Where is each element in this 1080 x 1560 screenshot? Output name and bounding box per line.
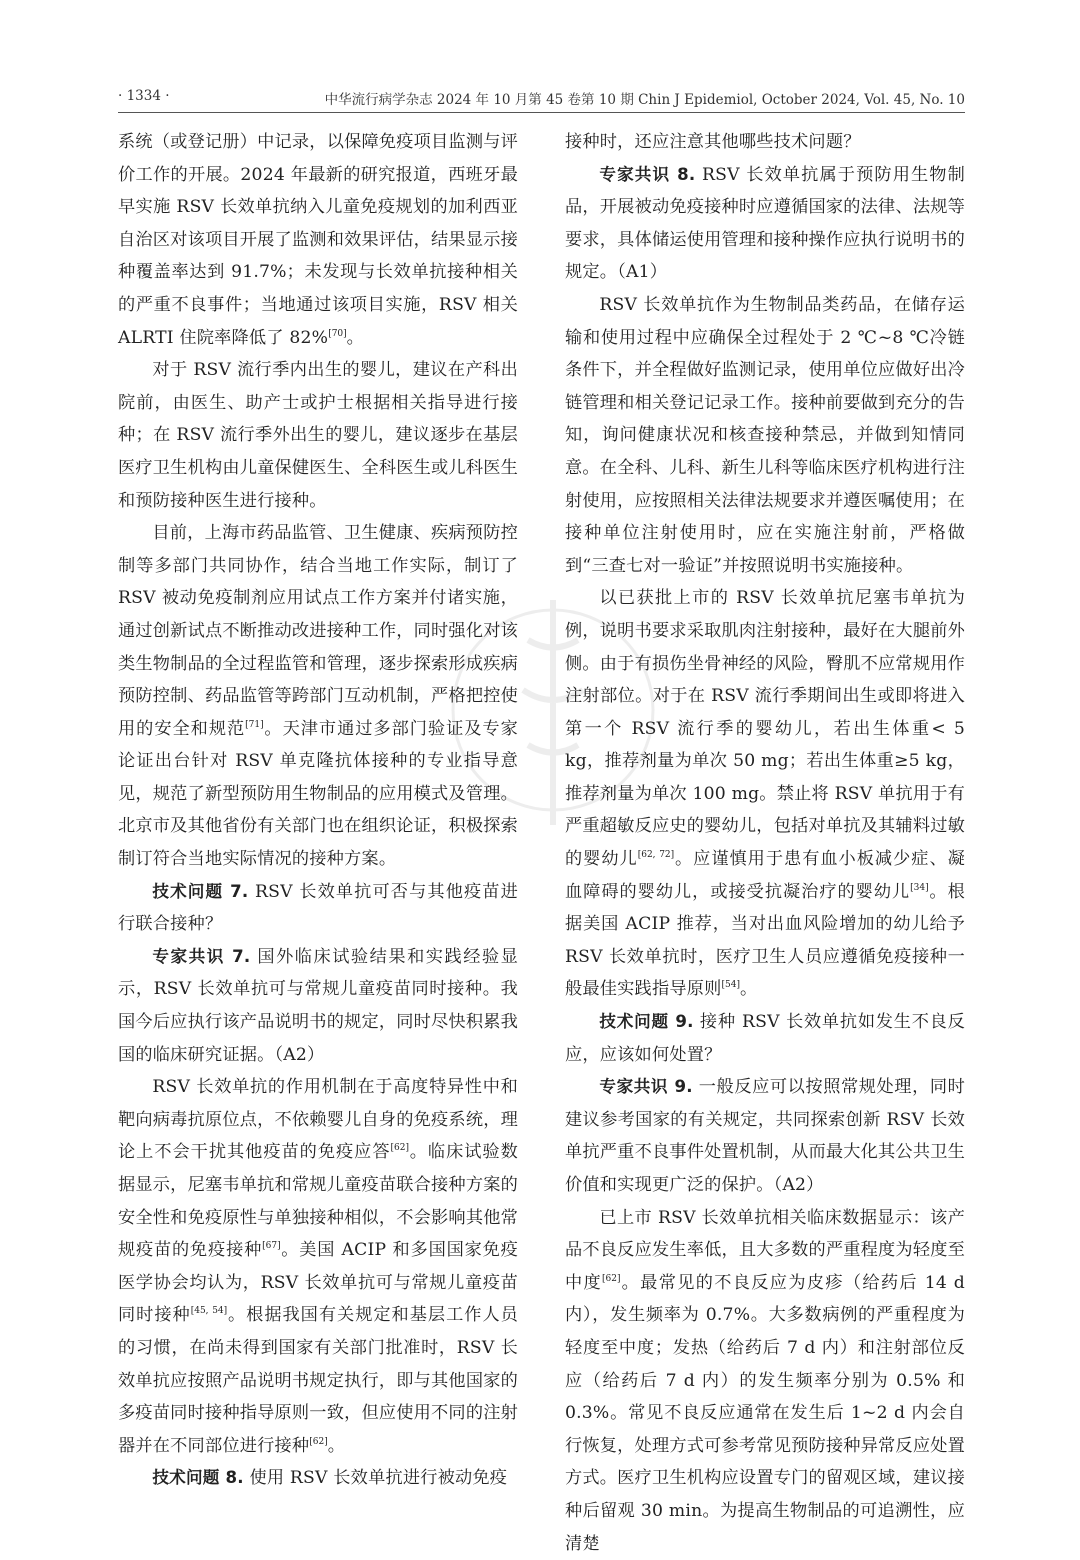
citation: [62] xyxy=(390,1143,409,1154)
page-number: · 1334 · xyxy=(118,88,170,104)
technical-question-9: 技术问题 9. 接种 RSV 长效单抗如发生不良反应，应该如何处置？ xyxy=(565,1012,966,1065)
citation: [54] xyxy=(721,980,740,991)
paragraph: 目前，上海市药品监管、卫生健康、疾病预防控制等多部门共同协作，结合当地工作实际，制订了 RSV 被动免疫制剂应用试点工作方案并付诸实施，通过创新试点不断推动改进接种工作，同时强化对该类生物制品的全过程监管和管理，逐步探索形成疾病预防控制、药品监管等跨部门互动机制，严格把控使用的安全和规范[71]。天津市通过多部门验证及专家论证出台针对 RSV 单克隆抗体接种的专业指导意见，规范了新型预防用生物制品的应用模式及管理。北京市及其他省份有关部门也在组织论证，积极探索制订符合当地实际情况的接种方案。 xyxy=(118,523,518,870)
technical-question-7: 技术问题 7. RSV 长效单抗可否与其他疫苗进行联合接种？ xyxy=(118,881,518,935)
citation: [34] xyxy=(910,882,929,893)
citation: [71] xyxy=(245,719,264,730)
citation: [67] xyxy=(262,1241,281,1252)
question-label: 技术问题 8. xyxy=(152,1468,244,1488)
paragraph: 接种时，还应注意其他哪些技术问题？ xyxy=(565,132,861,152)
journal-info: 中华流行病学杂志 2024 年 10 月第 45 卷第 10 期 Chin J Epidemiol, October 2024, Vol. 45, No. 10 xyxy=(324,92,965,108)
citation: [70] xyxy=(328,328,347,339)
question-label: 技术问题 9. xyxy=(599,1012,694,1032)
citation: [45, 54] xyxy=(190,1306,228,1317)
expert-consensus-9: 专家共识 9. 一般反应可以按照常规处理，同时建议参考国家的有关规定，共同探索创新 RSV 长效单抗严重不良事件处置机制，从而最大化其公共卫生价值和实现更广泛的保护。（A2） xyxy=(565,1077,966,1195)
citation: [62] xyxy=(602,1273,621,1284)
expert-consensus-8: 专家共识 8. RSV 长效单抗属于预防用生物制品，开展被动免疫接种时应遵循国家的法律、法规等要求，具体储运使用管理和接种操作应执行说明书的规定。（A1） xyxy=(565,164,965,283)
right-column xyxy=(565,126,965,1560)
citation: [62, 72] xyxy=(637,850,675,861)
consensus-label: 专家共识 7. xyxy=(152,946,251,966)
paragraph: RSV 长效单抗作为生物制品类药品，在储存运输和使用过程中应确保全过程处于 2 ℃~8 ℃冷链条件下，并全程做好监测记录，使用单位应做好出冷链管理和相关登记记录工作。接种前要做到充分的告知，询问健康状况和核查接种禁忌，并做到知情同意。在全科、儿科、新生儿科等临床医疗机构进行注射使用，应按照相关法律法规要求并遵医嘱使用；在接种单位注射使用时，应在实施注射前，严格做到“三查七对一验证”并按照说明书实施接种。 xyxy=(565,294,965,576)
paragraph: 对于 RSV 流行季内出生的婴儿，建议在产科出院前，由医生、助产士或护士根据相关指导进行接种；在 RSV 流行季外出生的婴儿，建议逐步在基层医疗卫生机构由儿童保健医生、全科医生或儿科医生和预防接种医生进行接种。 xyxy=(118,360,518,511)
technical-question-8: 技术问题 8. 使用 RSV 长效单抗进行被动免疫 xyxy=(152,1468,508,1489)
consensus-label: 专家共识 8. xyxy=(599,164,696,184)
consensus-label: 专家共识 9. xyxy=(599,1077,693,1097)
paragraph: 系统（或登记册）中记录，以保障免疫项目监测与评价工作的开展。2024 年最新的研究报道，西班牙最早实施 RSV 长效单抗纳入儿童免疫规划的加利西亚自治区对该项目开展了监测和效果评估，结果显示接种覆盖率达到 91.7%；未发现与长效单抗接种相关的严重不良事件；当地通过该项目实施，RSV 相关 ALRTI 住院率降低了 82%[70]。 xyxy=(118,132,518,348)
expert-consensus-7: 专家共识 7. 国外临床试验结果和实践经验显示，RSV 长效单抗可与常规儿童疫苗同时接种。我国今后应执行该产品说明书的规定，同时尽快积累我国的临床研究证据。（A2） xyxy=(118,946,518,1065)
running-header xyxy=(118,86,965,113)
paragraph: RSV 长效单抗的作用机制在于高度特异性中和靶向病毒抗原位点，不依赖婴儿自身的免疫系统，理论上不会干扰其他疫苗的免疫应答[62]。临床试验数据显示，尼塞韦单抗和常规儿童疫苗联合接种方案的安全性和免疫原性与单独接种相似，不会影响其他常规疫苗的免疫接种[67]。美国 ACIP 和多国国家免疫医学协会均认为，RSV 长效单抗可与常规儿童疫苗同时接种[45, 54]。根据我国有关规定和基层工作人员的习惯，在尚未得到国家有关部门批准时，RSV 长效单抗应按照产品说明书规定执行，即与其他国家的多疫苗同时接种指导原则一致，但应使用不同的注射器并在不同部位进行接种[62]。 xyxy=(118,1077,519,1456)
citation: [62] xyxy=(309,1436,328,1447)
question-label: 技术问题 7. xyxy=(152,881,249,901)
paragraph: 已上市 RSV 长效单抗相关临床数据显示：该产品不良反应发生率低，且大多数的严重程度为轻度至中度[62]。最常见的不良反应为皮疹（给药后 14 d 内），发生频率为 0.7%。大多数病例的严重程度为轻度至中度；发热（给药后 7 d 内）和注射部位反应（给药后 7 d 内）的发生频率分别为 0.5% 和 0.3%。常见不良反应通常在发生后 1~2 d 内会自行恢复，处理方式可参考常见预防接种异常反应处置方式。医疗卫生机构应设置专门的留观区域，建议接种后留观 30 min。为提高生物制品的可追溯性，应清楚 xyxy=(565,1207,965,1554)
paragraph: 以已获批上市的 RSV 长效单抗尼塞韦单抗为例，说明书要求采取肌肉注射接种，最好在大腿前外侧。由于有损伤坐骨神经的风险，臀肌不应常规用作注射部位。对于在 RSV 流行季期间出生或即将进入第一个 RSV 流行季的婴幼儿，若出生体重< 5 kg，推荐剂量为单次 50 mg；若出生体重≥5 kg，推荐剂量为单次 100 mg。禁止将 RSV 单抗用于有严重超敏反应史的婴幼儿，包括对单抗及其辅料过敏的婴幼儿[62, 72]。应谨慎用于患有血小板减少症、凝血障碍的婴幼儿，或接受抗凝治疗的婴幼儿[34]。根据美国 ACIP 推荐，当对出血风险增加的幼儿给予 RSV 长效单抗时，医疗卫生人员应遵循免疫接种一般最佳实践指导原则[54]。 xyxy=(565,588,966,1000)
left-column xyxy=(118,126,518,1495)
